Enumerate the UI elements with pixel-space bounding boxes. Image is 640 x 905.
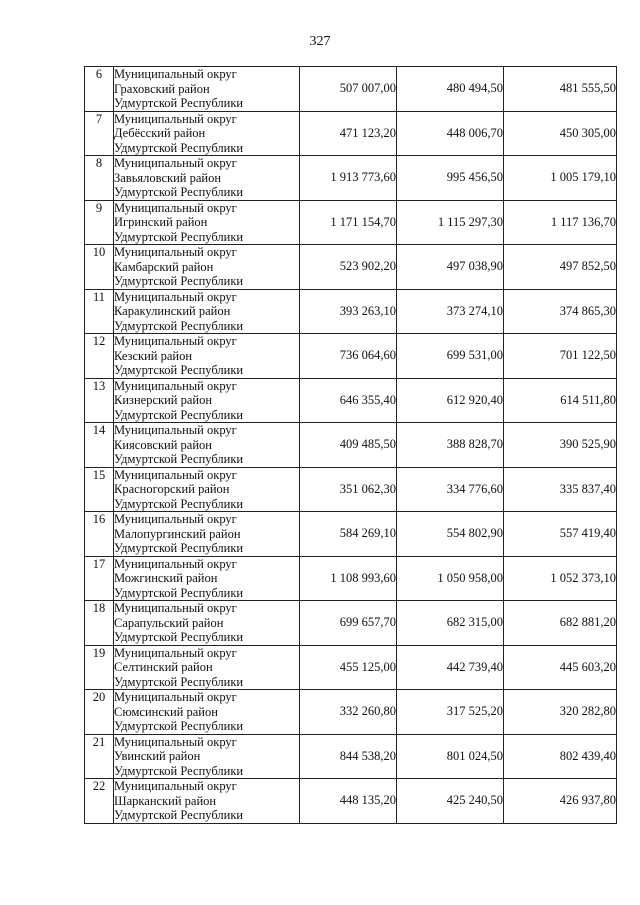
district-name-line: Удмуртской Республики <box>114 452 244 466</box>
district-name-line: Увинский район <box>114 749 201 763</box>
amount-v3: 682 881,20 <box>504 601 617 646</box>
district-name-line: Удмуртской Республики <box>114 763 244 778</box>
row-number: 10 <box>85 245 114 290</box>
amount-v1: 523 902,20 <box>300 245 397 290</box>
amount-v1: 393 263,10 <box>300 289 397 334</box>
district-name-line: Кизнерский район <box>114 393 213 407</box>
amount-v2: 448 006,70 <box>397 111 504 156</box>
amount-v3: 450 305,00 <box>504 111 617 156</box>
table-row <box>85 512 617 557</box>
district-name-line: Муниципальный округ <box>114 645 237 660</box>
amount-v1: 455 125,00 <box>300 645 397 690</box>
amount-v1: 409 485,50 <box>300 423 397 468</box>
district-name-cell <box>114 601 300 646</box>
row-number: 7 <box>85 111 114 156</box>
row-number: 22 <box>85 779 114 824</box>
row-number: 21 <box>85 734 114 779</box>
amount-v2: 801 024,50 <box>397 734 504 779</box>
district-name-line: Муниципальный округ <box>114 423 237 437</box>
district-name-line: Удмуртской Республики <box>114 808 244 822</box>
amount-v1: 332 260,80 <box>300 690 397 735</box>
table-row <box>85 690 617 735</box>
district-name-line: Муниципальный округ <box>114 734 237 749</box>
amount-v1: 448 135,20 <box>300 779 397 824</box>
page-number: 327 <box>309 34 331 49</box>
table-row <box>85 556 617 601</box>
amount-v2: 1 050 958,00 <box>397 556 504 601</box>
amount-v3: 1 052 373,10 <box>504 556 617 601</box>
district-name-line: Удмуртской Республики <box>114 630 244 644</box>
amount-v1: 1 171 154,70 <box>300 200 397 245</box>
amount-v2: 373 274,10 <box>397 289 504 334</box>
district-name-line: Муниципальный округ <box>114 111 237 126</box>
row-number: 16 <box>85 512 114 557</box>
district-name-line: Муниципальный округ <box>114 378 237 393</box>
district-name-cell <box>114 556 300 601</box>
amount-v1: 1 913 773,60 <box>300 156 397 201</box>
row-number: 15 <box>85 467 114 512</box>
table-row <box>85 645 617 690</box>
amount-v2: 699 531,00 <box>397 334 504 379</box>
district-name-line: Удмуртской Республики <box>114 318 244 333</box>
row-number: 17 <box>85 556 114 601</box>
row-number: 14 <box>85 423 114 468</box>
amount-v3: 426 937,80 <box>504 779 617 824</box>
amount-v1: 699 657,70 <box>300 601 397 646</box>
amount-v3: 445 603,20 <box>504 645 617 690</box>
budget-table <box>84 66 617 824</box>
district-name-line: Муниципальный округ <box>114 601 237 615</box>
row-number: 18 <box>85 601 114 646</box>
district-name-line: Муниципальный округ <box>114 512 237 526</box>
amount-v1: 646 355,40 <box>300 378 397 423</box>
amount-v2: 480 494,50 <box>397 67 504 112</box>
district-name-line: Муниципальный округ <box>114 67 237 81</box>
amount-v2: 442 739,40 <box>397 645 504 690</box>
amount-v3: 1 117 136,70 <box>504 200 617 245</box>
district-name-cell <box>114 467 300 512</box>
amount-v2: 317 525,20 <box>397 690 504 735</box>
table-row <box>85 423 617 468</box>
district-name-line: Можгинский район <box>114 571 218 585</box>
amount-v2: 682 315,00 <box>397 601 504 646</box>
amount-v3: 374 865,30 <box>504 289 617 334</box>
district-name-cell <box>114 378 300 423</box>
district-name-line: Муниципальный округ <box>114 156 237 170</box>
district-name-line: Муниципальный округ <box>114 334 237 348</box>
district-name-cell <box>114 200 300 245</box>
row-number: 11 <box>85 289 114 334</box>
amount-v1: 1 108 993,60 <box>300 556 397 601</box>
district-name-line: Удмуртской Республики <box>114 541 244 555</box>
district-name-line: Киясовский район <box>114 437 212 452</box>
amount-v1: 471 123,20 <box>300 111 397 156</box>
table-row <box>85 334 617 379</box>
table-row <box>85 779 617 824</box>
amount-v2: 1 115 297,30 <box>397 200 504 245</box>
row-number: 12 <box>85 334 114 379</box>
amount-v1: 844 538,20 <box>300 734 397 779</box>
amount-v2: 388 828,70 <box>397 423 504 468</box>
district-name-line: Удмуртской Республики <box>114 496 244 511</box>
amount-v2: 334 776,60 <box>397 467 504 512</box>
row-number: 19 <box>85 645 114 690</box>
row-number: 8 <box>85 156 114 201</box>
amount-v3: 481 555,50 <box>504 67 617 112</box>
table-row <box>85 67 617 112</box>
district-name-line: Муниципальный округ <box>114 779 237 793</box>
district-name-line: Завьяловский район <box>114 170 222 185</box>
district-name-cell <box>114 512 300 557</box>
amount-v3: 701 122,50 <box>504 334 617 379</box>
district-name-cell <box>114 779 300 824</box>
district-name-line: Удмуртской Республики <box>114 185 244 199</box>
amount-v2: 497 038,90 <box>397 245 504 290</box>
district-name-cell <box>114 289 300 334</box>
district-name-line: Сюмсинский район <box>114 704 218 719</box>
district-name-line: Удмуртской Республики <box>114 96 244 110</box>
district-name-line: Кезский район <box>114 348 193 363</box>
amount-v3: 557 419,40 <box>504 512 617 557</box>
amount-v3: 335 837,40 <box>504 467 617 512</box>
district-name-line: Муниципальный округ <box>114 556 237 571</box>
district-name-cell <box>114 334 300 379</box>
amount-v2: 554 802,90 <box>397 512 504 557</box>
amount-v3: 614 511,80 <box>504 378 617 423</box>
amount-v1: 507 007,00 <box>300 67 397 112</box>
district-name-line: Удмуртской Республики <box>114 407 244 422</box>
district-name-line: Муниципальный округ <box>114 289 237 304</box>
table-row <box>85 467 617 512</box>
district-name-cell <box>114 111 300 156</box>
row-number: 9 <box>85 200 114 245</box>
amount-v3: 497 852,50 <box>504 245 617 290</box>
amount-v3: 1 005 179,10 <box>504 156 617 201</box>
district-name-line: Дебёсский район <box>114 126 206 140</box>
amount-v2: 612 920,40 <box>397 378 504 423</box>
district-name-cell <box>114 423 300 468</box>
district-name-line: Муниципальный округ <box>114 200 237 215</box>
table-row <box>85 245 617 290</box>
district-name-line: Граховский район <box>114 81 210 96</box>
district-name-line: Малопургинский район <box>114 526 241 541</box>
district-name-line: Муниципальный округ <box>114 245 237 259</box>
district-name-line: Селтинский район <box>114 660 213 674</box>
district-name-line: Сарапульский район <box>114 615 224 630</box>
amount-v2: 425 240,50 <box>397 779 504 824</box>
table-row <box>85 200 617 245</box>
amount-v2: 995 456,50 <box>397 156 504 201</box>
district-name-line: Красногорский район <box>114 482 230 496</box>
table-row <box>85 378 617 423</box>
district-name-cell <box>114 645 300 690</box>
amount-v1: 584 269,10 <box>300 512 397 557</box>
district-name-line: Муниципальный округ <box>114 690 237 704</box>
table-body <box>85 67 617 824</box>
district-name-line: Удмуртской Республики <box>114 719 244 733</box>
table-row <box>85 156 617 201</box>
district-name-line: Игринский район <box>114 215 208 229</box>
district-name-cell <box>114 156 300 201</box>
amount-v3: 802 439,40 <box>504 734 617 779</box>
district-name-line: Удмуртской Республики <box>114 274 244 288</box>
district-name-line: Удмуртской Республики <box>114 585 244 600</box>
district-name-line: Муниципальный округ <box>114 467 237 482</box>
district-name-line: Шарканский район <box>114 793 217 808</box>
amount-v1: 736 064,60 <box>300 334 397 379</box>
district-name-line: Удмуртской Республики <box>114 363 244 377</box>
amount-v1: 351 062,30 <box>300 467 397 512</box>
row-number: 20 <box>85 690 114 735</box>
district-name-line: Каракулинский район <box>114 304 231 318</box>
district-name-line: Удмуртской Республики <box>114 674 244 689</box>
district-name-cell <box>114 245 300 290</box>
table-row <box>85 601 617 646</box>
amount-v3: 390 525,90 <box>504 423 617 468</box>
district-name-line: Удмуртской Республики <box>114 140 244 155</box>
district-name-line: Камбарский район <box>114 259 214 274</box>
district-name-cell <box>114 67 300 112</box>
amount-v3: 320 282,80 <box>504 690 617 735</box>
table-row <box>85 289 617 334</box>
district-name-line: Удмуртской Республики <box>114 229 244 244</box>
row-number: 13 <box>85 378 114 423</box>
district-name-cell <box>114 690 300 735</box>
table-row <box>85 734 617 779</box>
district-name-cell <box>114 734 300 779</box>
row-number: 6 <box>85 67 114 112</box>
table-row <box>85 111 617 156</box>
